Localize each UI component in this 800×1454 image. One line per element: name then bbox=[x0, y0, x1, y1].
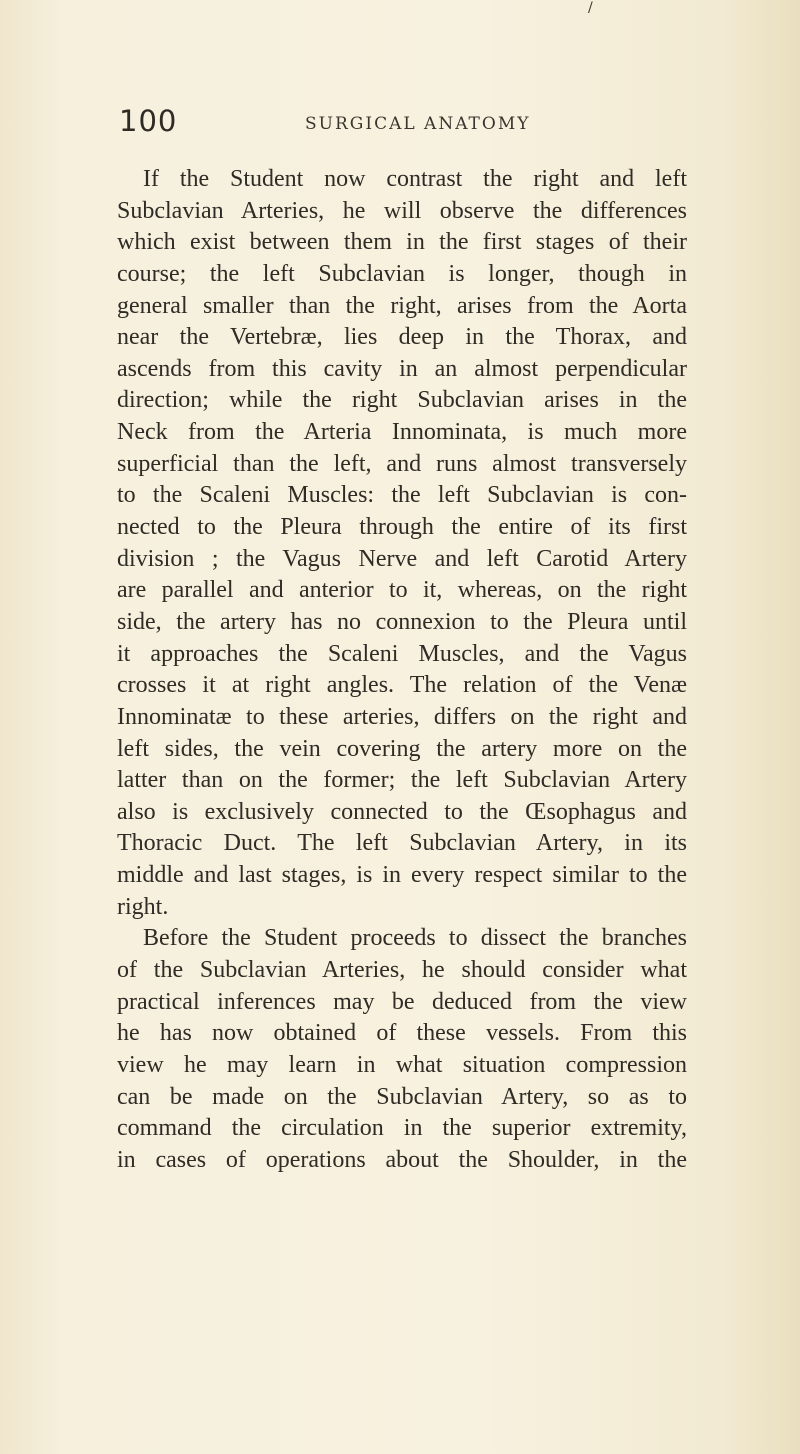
text-line: nected to the Pleura through the entire of its first bbox=[117, 514, 687, 541]
text-line: latter than on the former; the left Subclavian Artery bbox=[117, 767, 687, 794]
text-line: Thoracic Duct. The left Subclavian Artery, in its bbox=[117, 830, 687, 857]
text-line: course; the left Subclavian is longer, though in bbox=[117, 260, 687, 287]
text-line: Subclavian Arteries, he will observe the differences bbox=[117, 197, 687, 224]
text-line: are parallel and anterior to it, whereas, on the right bbox=[117, 577, 687, 604]
running-head: SURGICAL ANATOMY bbox=[305, 114, 531, 134]
text-line: general smaller than the right, arises from the Aorta bbox=[117, 292, 687, 319]
text-line: to the Scaleni Muscles: the left Subclavian is con- bbox=[117, 482, 687, 509]
text-line: he has now obtained of these vessels. From this bbox=[117, 1020, 687, 1047]
text-line: near the Vertebræ, lies deep in the Thorax, and bbox=[117, 324, 687, 351]
text-line: left sides, the vein covering the artery more on the bbox=[117, 735, 687, 762]
text-line: middle and last stages, is in every respect similar to the bbox=[117, 862, 687, 889]
text-line: in cases of operations about the Shoulder, in the bbox=[117, 1146, 687, 1173]
body-text bbox=[117, 164, 687, 1177]
text-line: side, the artery has no connexion to the Pleura until bbox=[117, 608, 687, 635]
text-line: right. bbox=[117, 893, 169, 920]
text-line: can be made on the Subclavian Artery, so as to bbox=[117, 1083, 687, 1110]
text-line: Before the Student proceeds to dissect the branches bbox=[143, 925, 687, 952]
text-line: view he may learn in what situation compression bbox=[117, 1051, 687, 1078]
text-line: crosses it at right angles. The relation of the Venæ bbox=[117, 672, 687, 699]
stray-mark: / bbox=[588, 0, 593, 16]
text-line: ascends from this cavity in an almost perpendicular bbox=[117, 355, 687, 382]
text-line: which exist between them in the first stages of their bbox=[117, 229, 687, 256]
text-line: direction; while the right Subclavian arises in the bbox=[117, 387, 687, 414]
page-header bbox=[119, 104, 719, 144]
text-line: it approaches the Scaleni Muscles, and the Vagus bbox=[117, 640, 687, 667]
text-line: practical inferences may be deduced from the view bbox=[117, 988, 687, 1015]
page-number: 100 bbox=[119, 104, 178, 138]
text-line: command the circulation in the superior extremity, bbox=[117, 1115, 687, 1142]
text-line: If the Student now contrast the right and left bbox=[143, 166, 687, 192]
text-line: superficial than the left, and runs almost transversely bbox=[117, 450, 687, 477]
text-line: Innominatæ to these arteries, differs on the right and bbox=[117, 703, 687, 730]
text-line: Neck from the Arteria Innominata, is much more bbox=[117, 419, 687, 446]
text-line: of the Subclavian Arteries, he should consider what bbox=[117, 957, 687, 984]
text-line: also is exclusively connected to the Œsophagus and bbox=[117, 798, 687, 825]
text-line: division ; the Vagus Nerve and left Carotid Artery bbox=[117, 545, 687, 572]
